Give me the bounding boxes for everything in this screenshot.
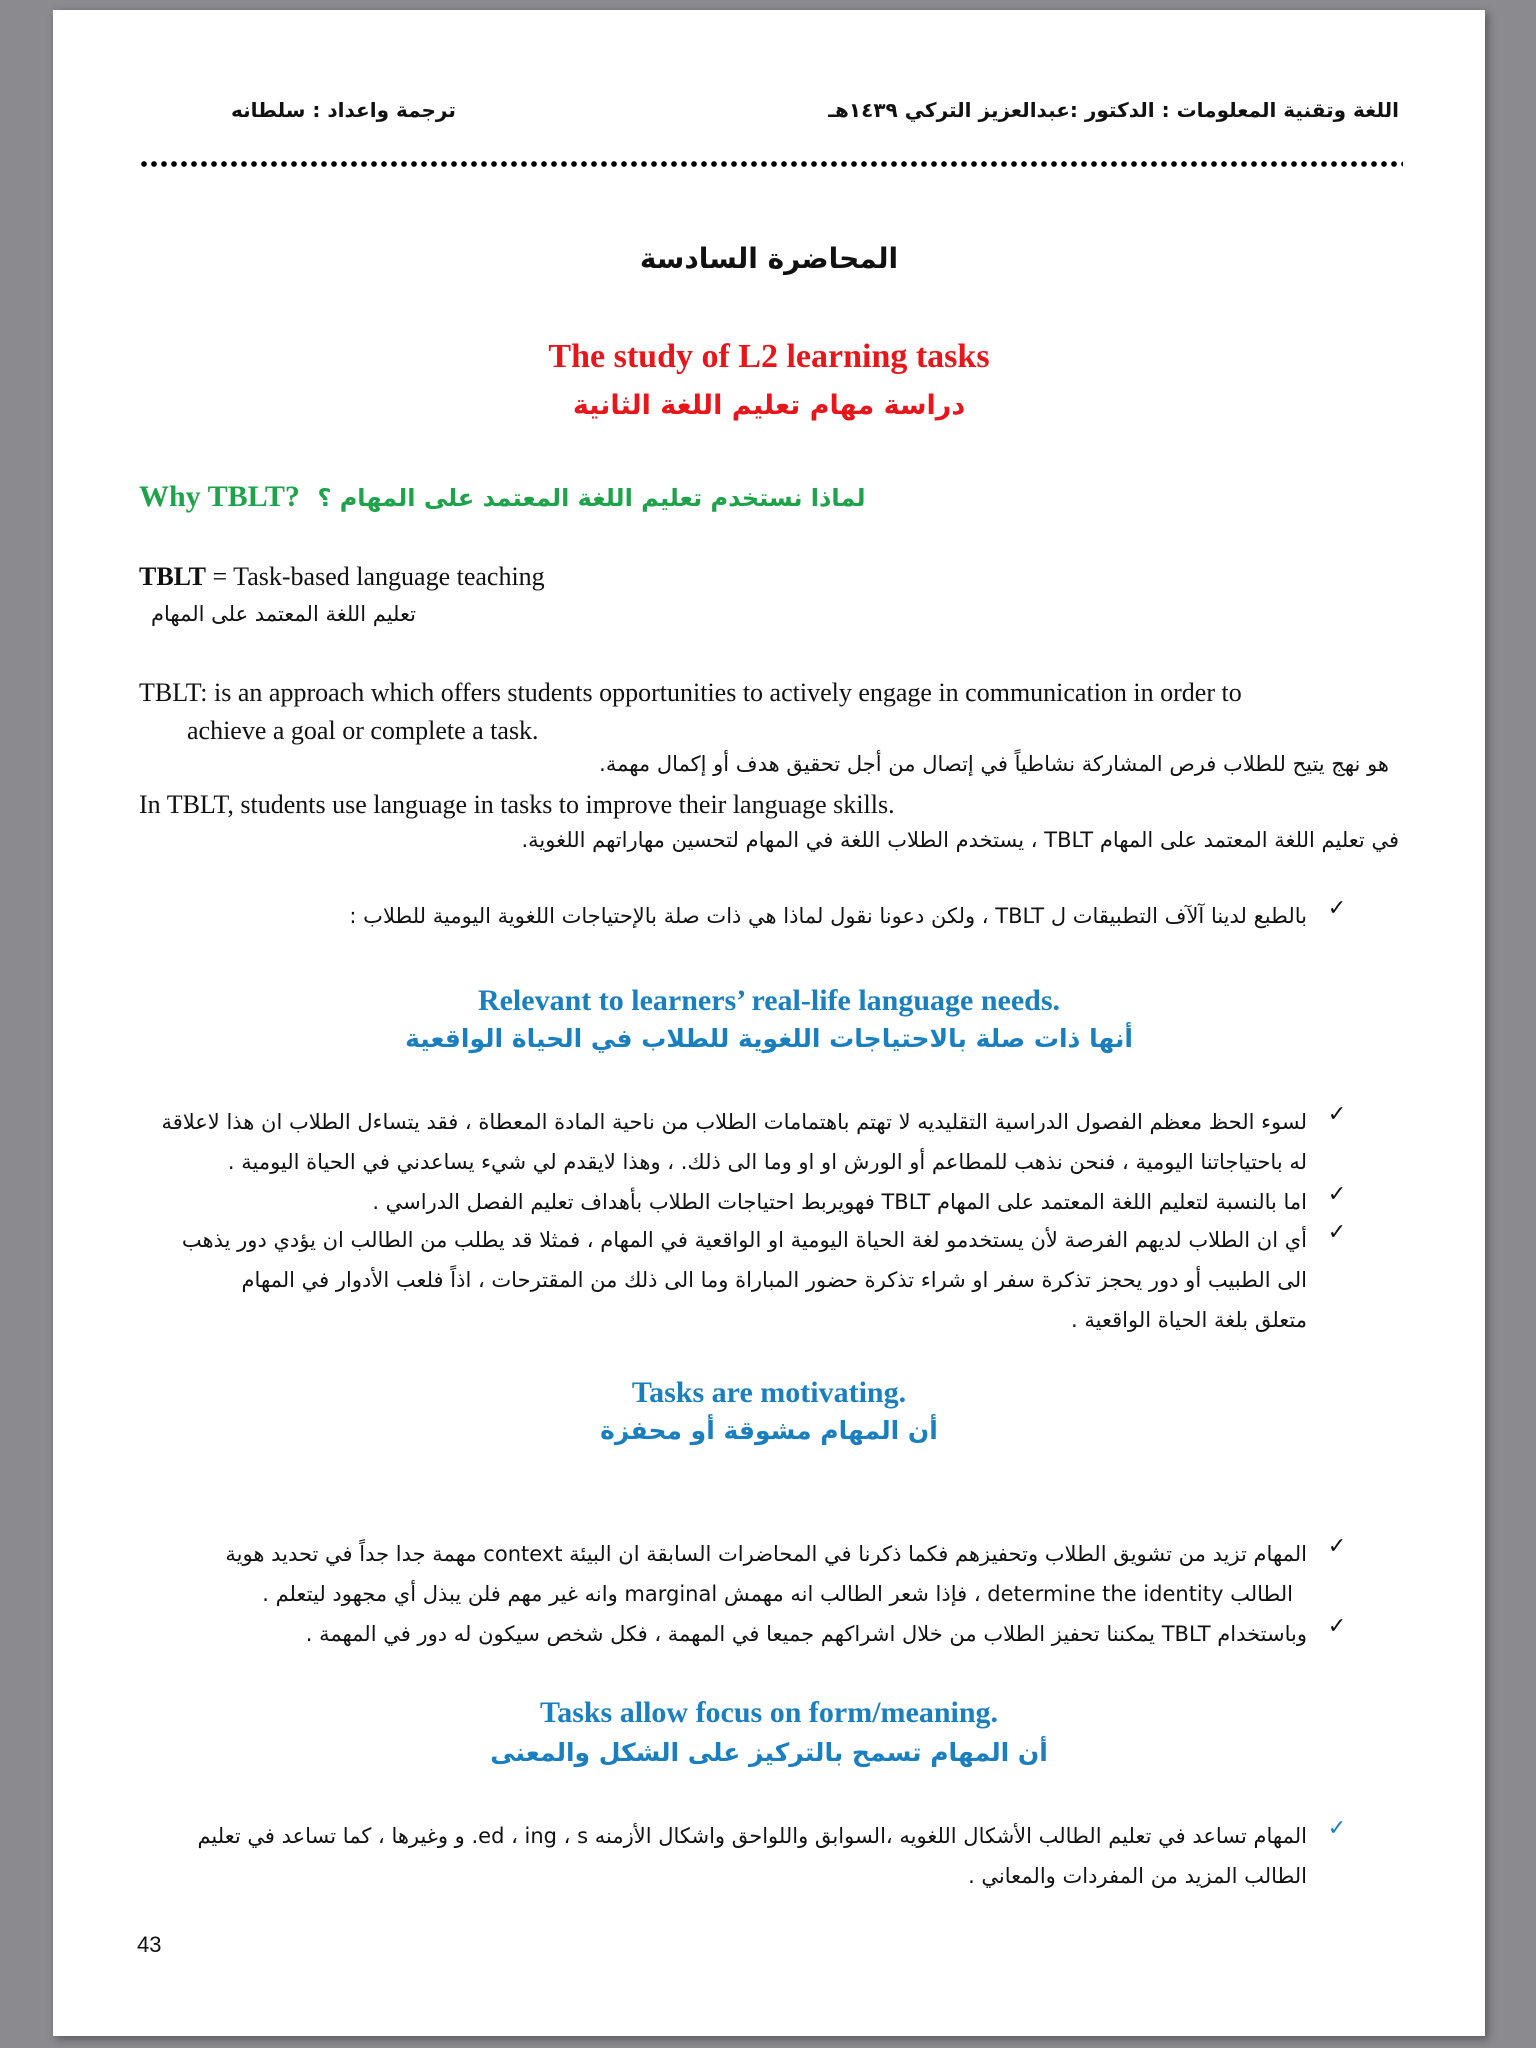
intro-bullet [157, 896, 1347, 936]
section3-heading-ar: أن المهام تسمح بالتركيز على الشكل والمعنى [490, 1738, 1048, 1767]
tblt-definition [139, 562, 545, 592]
check-icon: ✓ [1327, 896, 1347, 921]
section1-heading-en: Relevant to learners’ real-life language needs. [477, 984, 1061, 1017]
section2-bullet-1-line: الطالب determine the identity ، فإذا شعر الطالب انه مهمش marginal وانه غير مهم فلن يبذل أي مجهود ليتعلم . [262, 1582, 1293, 1606]
section1-bullet-3-line: متعلق بلغة الحياة الواقعية . [1071, 1308, 1307, 1332]
tblt-definition-ar: تعليم اللغة المعتمد على المهام [151, 602, 416, 626]
section1-bullet-3 [157, 1220, 1347, 1340]
section1-heading-ar: أنها ذات صلة بالاحتياجات اللغوية للطلاب في الحياة الواقعية [405, 1024, 1133, 1053]
approach-en2: In TBLT, students use language in tasks to improve their language skills. [139, 790, 895, 819]
why-heading-en: Why TBLT? [139, 480, 300, 513]
main-title-ar: دراسة مهام تعليم اللغة الثانية [572, 390, 966, 421]
main-title-en: The study of L2 learning tasks [548, 338, 990, 375]
section2-heading-en: Tasks are motivating. [631, 1376, 907, 1409]
check-icon: ✓ [1327, 1614, 1347, 1639]
section2-heading-ar: أن المهام مشوقة أو محفزة [600, 1416, 938, 1445]
section2-bullet-1 [157, 1534, 1347, 1614]
section1-bullet-1-line: له باحتياجاتنا اليومية ، فنحن نذهب للمطاعم أو الورش او او وما الى ذلك. ، وهذا لايقدم لي شيء يساعدني في الحياة اليومية . [227, 1150, 1307, 1174]
header-left: ترجمة واعداد : سلطانه [231, 98, 456, 122]
check-icon: ✓ [1327, 1816, 1347, 1841]
section3-bullet-1-line: المهام تساعد في تعليم الطالب الأشكال اللغويه ،السوابق واللواحق واشكال الأزمنه ed ، ing ، s. و وغيرها ، كما تساعد في تعليم [197, 1824, 1307, 1848]
section1-bullet-3-line: الى الطبيب أو دور يحجز تذكرة سفر او شراء تذكرة حضور المباراة وما الى ذلك من المقترحات ، اذاً فلعب الأدوار في المهام [241, 1268, 1307, 1292]
section2-bullet-2-line: وباستخدام TBLT يمكننا تحفيز الطلاب من خلال اشراكهم جميعا في المهمة ، فكل شخص سيكون له دور في المهمة . [305, 1622, 1307, 1646]
check-icon: ✓ [1327, 1182, 1347, 1207]
section2-bullet-2 [157, 1614, 1347, 1654]
section1-bullet-1 [157, 1102, 1347, 1182]
dotted-divider [139, 160, 1403, 168]
section1-bullet-2 [157, 1182, 1347, 1222]
section3-bullet-1 [157, 1816, 1347, 1896]
approach-line1: TBLT: is an approach which offers students opportunities to actively engage in communication in order to [139, 678, 1242, 707]
tblt-term: TBLT [139, 562, 206, 591]
check-icon: ✓ [1327, 1220, 1347, 1245]
section1-bullet-1-line: لسوء الحظ معظم الفصول الدراسية التقليديه لا تهتم باهتمامات الطلاب من ناحية المادة المعطاة ، فقد يتساءل الطلاب ان هذا لاعلاقة [161, 1110, 1307, 1134]
approach-ar2: في تعليم اللغة المعتمد على المهام TBLT ، يستخدم الطلاب اللغة في المهام لتحسين مهاراتهم اللغوية. [521, 828, 1399, 852]
section3-bullet-1-line: الطالب المزيد من المفردات والمعاني . [968, 1864, 1307, 1888]
why-heading [139, 480, 865, 514]
approach-ar: هو نهج يتيح للطلاب فرص المشاركة نشاطياً في إتصال من أجل تحقيق هدف أو إكمال مهمة. [599, 752, 1389, 776]
why-heading-ar: لماذا نستخدم تعليم اللغة المعتمد على المهام ؟ [317, 484, 866, 512]
intro-bullet-text: بالطبع لدينا آلآف التطبيقات ل TBLT ، ولكن دعونا نقول لماذا هي ذات صلة بالإحتياجات اللغوية اليومية للطلاب : [349, 904, 1307, 928]
section2-bullet-1-line: المهام تزيد من تشويق الطلاب وتحفيزهم فكما ذكرنا في المحاضرات السابقة ان البيئة context مهمة جدا جداً في تحديد هوية [225, 1542, 1307, 1566]
approach-line2: achieve a goal or complete a task. [187, 716, 539, 745]
tblt-expansion: = Task-based language teaching [205, 562, 545, 591]
section1-bullet-3-line: أي ان الطلاب لديهم الفرصة لأن يستخدمو لغة الحياة اليومية او الواقعية في المهام ، فمثلا قد يطلب من الطالب ان يؤدي دور يذهب [181, 1228, 1307, 1252]
section3-heading-en: Tasks allow focus on form/meaning. [539, 1696, 999, 1729]
check-icon: ✓ [1327, 1534, 1347, 1559]
header-right: اللغة وتقنية المعلومات : الدكتور :عبدالعزيز التركي ١٤٣٩هـ [828, 98, 1399, 122]
section1-bullet-2-line: اما بالنسبة لتعليم اللغة المعتمد على المهام TBLT فهويربط احتياجات الطلاب بأهداف تعليم الفصل الدراسي . [372, 1190, 1307, 1214]
lecture-title: المحاضرة السادسة [639, 242, 899, 275]
document-page [53, 10, 1485, 2036]
check-icon: ✓ [1327, 1102, 1347, 1127]
page-number: 43 [137, 1932, 162, 1957]
